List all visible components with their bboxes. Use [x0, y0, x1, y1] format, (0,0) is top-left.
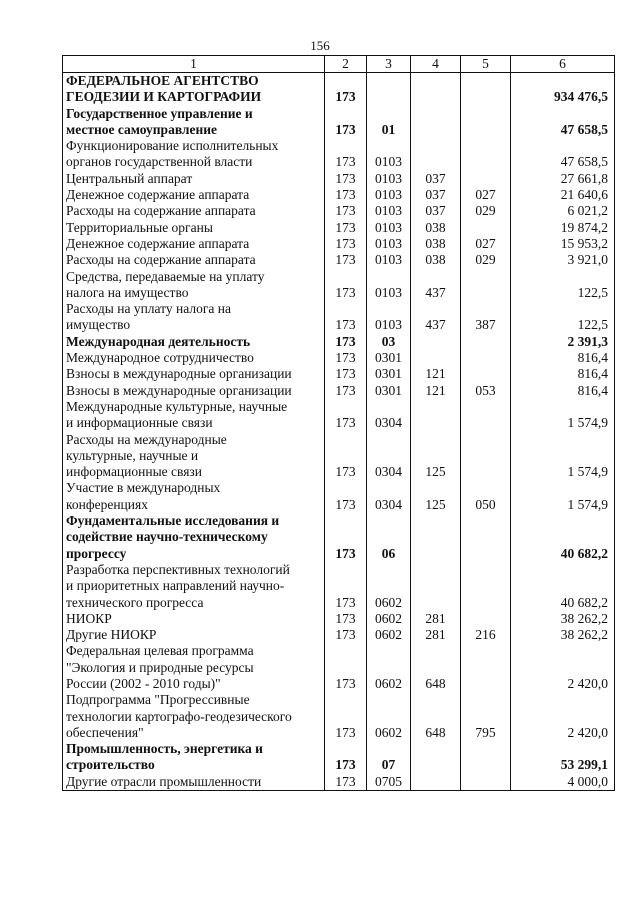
row-name-cell: Центральный аппарат — [63, 171, 325, 187]
table-row — [63, 480, 615, 513]
table-row — [63, 203, 615, 219]
table-row — [63, 643, 615, 692]
section-code-cell: 0602 — [367, 692, 411, 741]
section-code-cell: 0301 — [367, 350, 411, 366]
section-code-cell: 0301 — [367, 366, 411, 382]
row-name-cell: Расходы на уплату налога на имущество — [63, 301, 325, 334]
row-name-cell: Взносы в международные организации — [63, 366, 325, 382]
expense-type-cell: 387 — [461, 301, 511, 334]
expense-type-cell — [461, 350, 511, 366]
amount-cell: 2 420,0 — [511, 643, 615, 692]
amount-cell: 816,4 — [511, 350, 615, 366]
expense-type-cell — [461, 741, 511, 774]
expense-type-cell — [461, 366, 511, 382]
row-name-cell: Международное сотрудничество — [63, 350, 325, 366]
amount-cell: 122,5 — [511, 269, 615, 302]
amount-cell: 1 574,9 — [511, 399, 615, 432]
article-code-cell — [411, 73, 461, 106]
article-code-cell: 125 — [411, 432, 461, 481]
amount-cell: 40 682,2 — [511, 562, 615, 611]
section-code-cell: 0103 — [367, 252, 411, 268]
table-row — [63, 513, 615, 562]
amount-cell: 1 574,9 — [511, 432, 615, 481]
expense-type-cell — [461, 562, 511, 611]
row-name-cell: Международная деятельность — [63, 334, 325, 350]
amount-cell: 21 640,6 — [511, 187, 615, 203]
table-row — [63, 383, 615, 399]
article-code-cell — [411, 513, 461, 562]
admin-code-cell: 173 — [325, 138, 367, 171]
expense-type-cell — [461, 643, 511, 692]
admin-code-cell: 173 — [325, 611, 367, 627]
admin-code-cell: 173 — [325, 383, 367, 399]
amount-cell: 38 262,2 — [511, 627, 615, 643]
expense-type-cell — [461, 513, 511, 562]
row-name-cell: Денежное содержание аппарата — [63, 187, 325, 203]
article-code-cell: 121 — [411, 383, 461, 399]
column-header: 4 — [411, 56, 461, 73]
amount-cell: 1 574,9 — [511, 480, 615, 513]
row-name-cell: Федеральная целевая программа "Экология и природные ресурсы России (2002 - 2010 годы)" — [63, 643, 325, 692]
article-code-cell: 037 — [411, 203, 461, 219]
amount-cell: 122,5 — [511, 301, 615, 334]
article-code-cell — [411, 138, 461, 171]
table-row — [63, 220, 615, 236]
expense-type-cell — [461, 774, 511, 791]
table-row — [63, 252, 615, 268]
admin-code-cell: 173 — [325, 236, 367, 252]
article-code-cell: 038 — [411, 252, 461, 268]
section-code-cell: 0103 — [367, 187, 411, 203]
admin-code-cell: 173 — [325, 171, 367, 187]
table-row — [63, 187, 615, 203]
amount-cell: 2 391,3 — [511, 334, 615, 350]
admin-code-cell: 173 — [325, 252, 367, 268]
expense-type-cell: 216 — [461, 627, 511, 643]
article-code-cell: 121 — [411, 366, 461, 382]
expense-type-cell: 053 — [461, 383, 511, 399]
admin-code-cell: 173 — [325, 301, 367, 334]
article-code-cell — [411, 350, 461, 366]
admin-code-cell: 173 — [325, 627, 367, 643]
row-name-cell: Другие отрасли промышленности — [63, 774, 325, 791]
section-code-cell: 0103 — [367, 203, 411, 219]
admin-code-cell: 173 — [325, 73, 367, 106]
section-code-cell: 03 — [367, 334, 411, 350]
section-code-cell: 0103 — [367, 301, 411, 334]
row-name-cell: Денежное содержание аппарата — [63, 236, 325, 252]
expense-type-cell: 027 — [461, 187, 511, 203]
article-code-cell — [411, 399, 461, 432]
section-code-cell: 07 — [367, 741, 411, 774]
table-row — [63, 611, 615, 627]
table-row — [63, 171, 615, 187]
amount-cell: 934 476,5 — [511, 73, 615, 106]
admin-code-cell: 173 — [325, 692, 367, 741]
row-name-cell: Расходы на международные культурные, научные и информационные связи — [63, 432, 325, 481]
article-code-cell: 038 — [411, 236, 461, 252]
amount-cell: 40 682,2 — [511, 513, 615, 562]
row-name-cell: ФЕДЕРАЛЬНОЕ АГЕНТСТВО ГЕОДЕЗИИ И КАРТОГРАФИИ — [63, 73, 325, 106]
article-code-cell: 281 — [411, 611, 461, 627]
admin-code-cell: 173 — [325, 350, 367, 366]
admin-code-cell: 173 — [325, 741, 367, 774]
table-row — [63, 73, 615, 106]
admin-code-cell: 173 — [325, 513, 367, 562]
section-code-cell: 0602 — [367, 611, 411, 627]
row-name-cell: НИОКР — [63, 611, 325, 627]
expense-type-cell: 029 — [461, 203, 511, 219]
row-name-cell: Другие НИОКР — [63, 627, 325, 643]
article-code-cell: 437 — [411, 269, 461, 302]
expense-type-cell — [461, 106, 511, 139]
expense-type-cell: 029 — [461, 252, 511, 268]
column-header: 3 — [367, 56, 411, 73]
admin-code-cell: 173 — [325, 774, 367, 791]
article-code-cell: 648 — [411, 692, 461, 741]
article-code-cell: 437 — [411, 301, 461, 334]
section-code-cell: 0103 — [367, 236, 411, 252]
section-code-cell: 0602 — [367, 643, 411, 692]
admin-code-cell: 173 — [325, 643, 367, 692]
page-number: 156 — [310, 38, 330, 53]
section-code-cell: 0103 — [367, 138, 411, 171]
table-row — [63, 334, 615, 350]
article-code-cell — [411, 106, 461, 139]
row-name-cell: Расходы на содержание аппарата — [63, 203, 325, 219]
row-name-cell: Средства, передаваемые на уплату налога на имущество — [63, 269, 325, 302]
article-code-cell — [411, 774, 461, 791]
admin-code-cell: 173 — [325, 187, 367, 203]
section-code-cell: 0103 — [367, 171, 411, 187]
article-code-cell: 648 — [411, 643, 461, 692]
amount-cell: 6 021,2 — [511, 203, 615, 219]
column-header: 2 — [325, 56, 367, 73]
expense-type-cell — [461, 432, 511, 481]
section-code-cell: 0304 — [367, 432, 411, 481]
expense-type-cell: 795 — [461, 692, 511, 741]
expense-type-cell — [461, 220, 511, 236]
amount-cell: 15 953,2 — [511, 236, 615, 252]
amount-cell: 53 299,1 — [511, 741, 615, 774]
table-row — [63, 106, 615, 139]
table-row — [63, 741, 615, 774]
expense-type-cell — [461, 73, 511, 106]
table-row — [63, 138, 615, 171]
row-name-cell: Участие в международных конференциях — [63, 480, 325, 513]
row-name-cell: Международные культурные, научные и информационные связи — [63, 399, 325, 432]
amount-cell: 816,4 — [511, 383, 615, 399]
column-header: 6 — [511, 56, 615, 73]
section-code-cell — [367, 73, 411, 106]
expense-type-cell — [461, 171, 511, 187]
table-row — [63, 350, 615, 366]
section-code-cell: 0705 — [367, 774, 411, 791]
admin-code-cell: 173 — [325, 480, 367, 513]
table-row — [63, 627, 615, 643]
section-code-cell: 0602 — [367, 627, 411, 643]
admin-code-cell: 173 — [325, 203, 367, 219]
admin-code-cell: 173 — [325, 334, 367, 350]
row-name-cell: Промышленность, энергетика и строительство — [63, 741, 325, 774]
admin-code-cell: 173 — [325, 106, 367, 139]
table-row — [63, 692, 615, 741]
table-row — [63, 432, 615, 481]
table-header-row — [63, 56, 615, 73]
budget-table — [62, 55, 615, 791]
amount-cell: 3 921,0 — [511, 252, 615, 268]
section-code-cell: 0103 — [367, 269, 411, 302]
section-code-cell: 0602 — [367, 562, 411, 611]
admin-code-cell: 173 — [325, 399, 367, 432]
amount-cell: 38 262,2 — [511, 611, 615, 627]
admin-code-cell: 173 — [325, 562, 367, 611]
row-name-cell: Функционирование исполнительных органов государственной власти — [63, 138, 325, 171]
article-code-cell: 037 — [411, 171, 461, 187]
row-name-cell: Взносы в международные организации — [63, 383, 325, 399]
article-code-cell — [411, 741, 461, 774]
article-code-cell: 038 — [411, 220, 461, 236]
expense-type-cell — [461, 399, 511, 432]
table-row — [63, 774, 615, 791]
article-code-cell: 125 — [411, 480, 461, 513]
expense-type-cell — [461, 334, 511, 350]
table-body — [63, 73, 615, 791]
row-name-cell: Фундаментальные исследования и содействие научно-техническому прогрессу — [63, 513, 325, 562]
table-row — [63, 399, 615, 432]
table-row — [63, 562, 615, 611]
expense-type-cell: 027 — [461, 236, 511, 252]
section-code-cell: 0103 — [367, 220, 411, 236]
table-row — [63, 301, 615, 334]
row-name-cell: Расходы на содержание аппарата — [63, 252, 325, 268]
section-code-cell: 01 — [367, 106, 411, 139]
section-code-cell: 0301 — [367, 383, 411, 399]
admin-code-cell: 173 — [325, 432, 367, 481]
expense-type-cell — [461, 611, 511, 627]
section-code-cell: 0304 — [367, 480, 411, 513]
expense-type-cell: 050 — [461, 480, 511, 513]
row-name-cell: Государственное управление и местное самоуправление — [63, 106, 325, 139]
column-header: 5 — [461, 56, 511, 73]
admin-code-cell: 173 — [325, 269, 367, 302]
amount-cell: 47 658,5 — [511, 106, 615, 139]
amount-cell: 4 000,0 — [511, 774, 615, 791]
column-header: 1 — [63, 56, 325, 73]
row-name-cell: Подпрограмма "Прогрессивные технологии картографо-геодезического обеспечения" — [63, 692, 325, 741]
amount-cell: 2 420,0 — [511, 692, 615, 741]
article-code-cell: 281 — [411, 627, 461, 643]
expense-type-cell — [461, 269, 511, 302]
amount-cell: 19 874,2 — [511, 220, 615, 236]
amount-cell: 27 661,8 — [511, 171, 615, 187]
admin-code-cell: 173 — [325, 220, 367, 236]
amount-cell: 816,4 — [511, 366, 615, 382]
table-row — [63, 366, 615, 382]
row-name-cell: Территориальные органы — [63, 220, 325, 236]
amount-cell: 47 658,5 — [511, 138, 615, 171]
row-name-cell: Разработка перспективных технологий и приоритетных направлений научно- технического прогресса — [63, 562, 325, 611]
article-code-cell — [411, 562, 461, 611]
expense-type-cell — [461, 138, 511, 171]
article-code-cell — [411, 334, 461, 350]
table-row — [63, 269, 615, 302]
article-code-cell: 037 — [411, 187, 461, 203]
table-row — [63, 236, 615, 252]
section-code-cell: 06 — [367, 513, 411, 562]
admin-code-cell: 173 — [325, 366, 367, 382]
section-code-cell: 0304 — [367, 399, 411, 432]
